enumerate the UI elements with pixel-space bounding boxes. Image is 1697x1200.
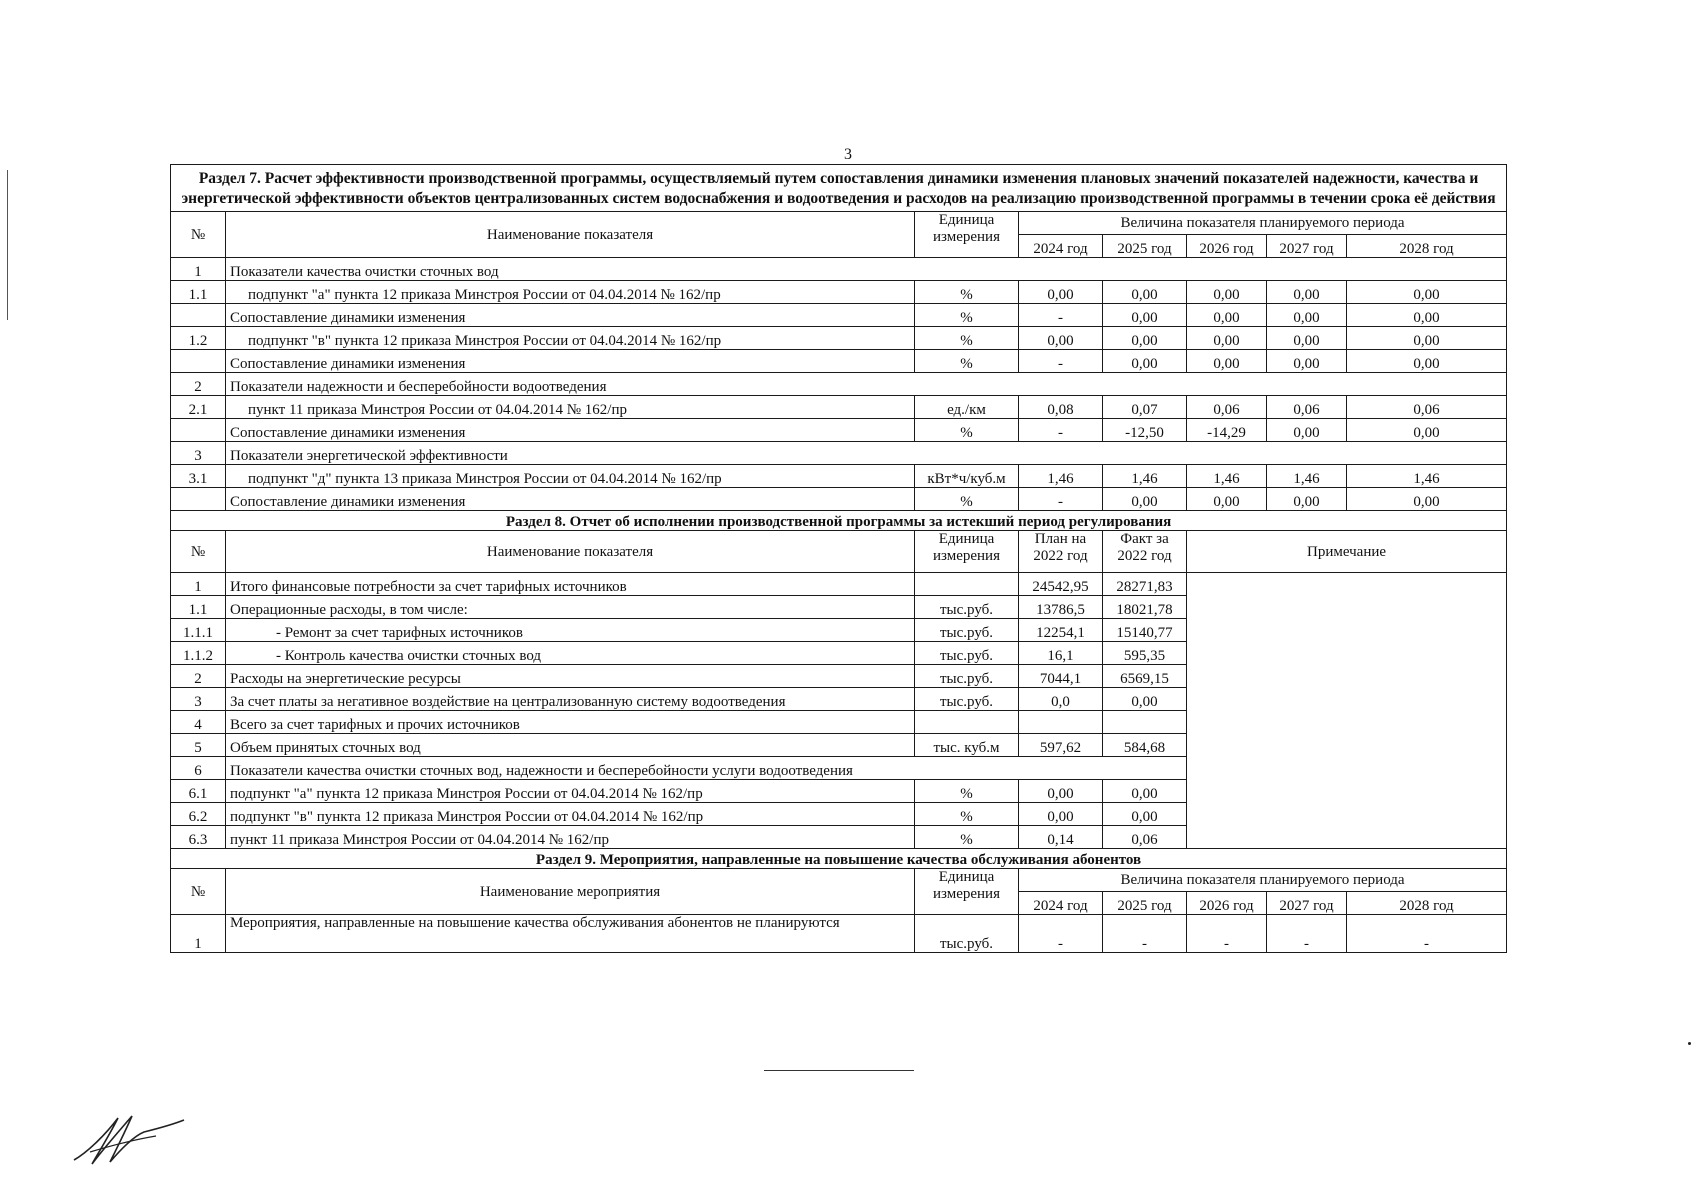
row-number: 6 [171, 757, 226, 780]
table-row [171, 915, 1507, 953]
row-number [171, 488, 226, 511]
table-row [171, 465, 1507, 488]
row-name: Сопоставление динамики изменения [226, 304, 915, 327]
row-value: 0,00 [1347, 350, 1507, 373]
row-value: 0,00 [1103, 327, 1187, 350]
row-value: 0,00 [1187, 350, 1267, 373]
row-number: 6.1 [171, 780, 226, 803]
row-plan: 0,0 [1019, 688, 1103, 711]
row-value: -14,29 [1187, 419, 1267, 442]
row-plan: 0,00 [1019, 803, 1103, 826]
row-fact: 595,35 [1103, 642, 1187, 665]
section8-col-unit: Единица измерения [915, 531, 1019, 573]
report-table [170, 164, 1507, 953]
table-row [171, 281, 1507, 304]
scan-margin-mark [7, 170, 8, 320]
row-value: 0,00 [1019, 327, 1103, 350]
row-value: - [1267, 915, 1347, 953]
row-number: 1 [171, 915, 226, 953]
row-unit [915, 711, 1019, 734]
row-plan [1019, 711, 1103, 734]
section9-year: 2024 год [1019, 892, 1103, 915]
row-value: 0,00 [1347, 304, 1507, 327]
row-number: 1.1.1 [171, 619, 226, 642]
row-name: За счет платы за негативное воздействие на централизованную систему водоотведения [226, 688, 915, 711]
row-unit: ед./км [915, 396, 1019, 419]
row-number: 1 [171, 573, 226, 596]
section7-year: 2025 год [1103, 235, 1187, 258]
row-plan: 7044,1 [1019, 665, 1103, 688]
row-value: 1,46 [1267, 465, 1347, 488]
row-number [171, 419, 226, 442]
row-value: - [1187, 915, 1267, 953]
row-number [171, 350, 226, 373]
section9-col-no: № [171, 869, 226, 915]
row-unit: % [915, 327, 1019, 350]
table-row [171, 396, 1507, 419]
section8-title-row [171, 511, 1507, 531]
row-number: 4 [171, 711, 226, 734]
row-plan: 597,62 [1019, 734, 1103, 757]
row-name: Всего за счет тарифных и прочих источников [226, 711, 915, 734]
row-fact [1103, 711, 1187, 734]
row-value: 0,00 [1267, 350, 1347, 373]
row-plan: 0,00 [1019, 780, 1103, 803]
row-plan: 16,1 [1019, 642, 1103, 665]
row-number: 6.3 [171, 826, 226, 849]
row-unit: % [915, 419, 1019, 442]
document-table-container [170, 164, 1506, 953]
row-number [171, 304, 226, 327]
row-fact: 28271,83 [1103, 573, 1187, 596]
section9-col-name: Наименование мероприятия [226, 869, 915, 915]
row-value: 0,00 [1019, 281, 1103, 304]
section9-title: Раздел 9. Мероприятия, направленные на повышение качества обслуживания абонентов [171, 849, 1507, 869]
row-unit: тыс.руб. [915, 688, 1019, 711]
section9-header-row-1 [171, 869, 1507, 892]
row-unit: % [915, 826, 1019, 849]
row-value: 0,08 [1019, 396, 1103, 419]
row-number: 1.1 [171, 596, 226, 619]
section7-year: 2024 год [1019, 235, 1103, 258]
row-value: 0,06 [1347, 396, 1507, 419]
row-value: - [1347, 915, 1507, 953]
section7-year: 2028 год [1347, 235, 1507, 258]
section8-col-fact: Факт за 2022 год [1103, 531, 1187, 573]
row-plan: 24542,95 [1019, 573, 1103, 596]
row-value: 0,00 [1267, 419, 1347, 442]
section9-col-period: Величина показателя планируемого периода [1019, 869, 1507, 892]
row-value: - [1019, 304, 1103, 327]
section7-year: 2026 год [1187, 235, 1267, 258]
row-name: подпункт "д" пункта 13 приказа Минстроя России от 04.04.2014 № 162/пр [226, 465, 915, 488]
row-plan: 0,14 [1019, 826, 1103, 849]
section9-year: 2028 год [1347, 892, 1507, 915]
row-value: 0,00 [1267, 304, 1347, 327]
section7-col-period: Величина показателя планируемого периода [1019, 212, 1507, 235]
row-value: 1,46 [1019, 465, 1103, 488]
section8-col-name: Наименование показателя [226, 531, 915, 573]
row-value: 0,00 [1347, 327, 1507, 350]
row-value: 0,00 [1347, 419, 1507, 442]
row-name: Показатели энергетической эффективности [226, 442, 1507, 465]
row-name: Итого финансовые потребности за счет тарифных источников [226, 573, 915, 596]
row-value: 0,00 [1187, 281, 1267, 304]
row-unit: % [915, 350, 1019, 373]
row-fact: 0,00 [1103, 803, 1187, 826]
row-number: 1 [171, 258, 226, 281]
row-value: 1,46 [1103, 465, 1187, 488]
row-value: 0,00 [1103, 281, 1187, 304]
section7-header-row-1 [171, 212, 1507, 235]
row-value: 0,07 [1103, 396, 1187, 419]
row-name: Сопоставление динамики изменения [226, 350, 915, 373]
row-number: 1.1.2 [171, 642, 226, 665]
section8-col-plan: План на 2022 год [1019, 531, 1103, 573]
section9-year: 2027 год [1267, 892, 1347, 915]
section8-title: Раздел 8. Отчет об исполнении производственной программы за истекший период регулирования [171, 511, 1507, 531]
row-fact: 0,00 [1103, 688, 1187, 711]
row-fact: 0,06 [1103, 826, 1187, 849]
row-number: 2 [171, 665, 226, 688]
row-value: - [1019, 915, 1103, 953]
row-value: 0,00 [1187, 327, 1267, 350]
table-row [171, 258, 1507, 281]
section7-title-row [171, 165, 1507, 212]
row-name: Объем принятых сточных вод [226, 734, 915, 757]
section8-col-no: № [171, 531, 226, 573]
section8-header-row [171, 531, 1507, 573]
row-unit: % [915, 780, 1019, 803]
row-unit: кВт*ч/куб.м [915, 465, 1019, 488]
row-value: 0,06 [1187, 396, 1267, 419]
table-row [171, 327, 1507, 350]
row-name: - Контроль качества очистки сточных вод [226, 642, 915, 665]
row-value: 0,00 [1187, 488, 1267, 511]
table-row [171, 442, 1507, 465]
row-value: 0,00 [1103, 350, 1187, 373]
section8-note-cell [1187, 573, 1507, 849]
row-unit: тыс.руб. [915, 596, 1019, 619]
row-name: - Ремонт за счет тарифных источников [226, 619, 915, 642]
row-fact: 0,00 [1103, 780, 1187, 803]
row-unit: тыс.руб. [915, 665, 1019, 688]
section7-col-name: Наименование показателя [226, 212, 915, 258]
table-row [171, 304, 1507, 327]
section9-title-row [171, 849, 1507, 869]
table-row [171, 573, 1507, 596]
row-number: 3.1 [171, 465, 226, 488]
row-value: 1,46 [1187, 465, 1267, 488]
row-fact: 6569,15 [1103, 665, 1187, 688]
table-row [171, 419, 1507, 442]
row-unit: % [915, 281, 1019, 304]
row-fact: 18021,78 [1103, 596, 1187, 619]
row-number: 1.2 [171, 327, 226, 350]
row-name: Сопоставление динамики изменения [226, 419, 915, 442]
row-unit [915, 573, 1019, 596]
row-number: 2.1 [171, 396, 226, 419]
row-name: пункт 11 приказа Минстроя России от 04.04.2014 № 162/пр [226, 396, 915, 419]
row-unit: тыс.руб. [915, 619, 1019, 642]
section7-title: Раздел 7. Расчет эффективности производственной программы, осуществляемый путем сопоставления динамики изменения плановых значений показателей надежности, качества и энергетической эффективности объектов централизованных систем водоснабжения и водоотведения и расходов на реализацию производственной программы в течении срока её действия [171, 165, 1507, 212]
row-name: Операционные расходы, в том числе: [226, 596, 915, 619]
row-value: -12,50 [1103, 419, 1187, 442]
row-value: - [1019, 350, 1103, 373]
row-name: подпункт "в" пункта 12 приказа Минстроя России от 04.04.2014 № 162/пр [226, 803, 915, 826]
row-name: Расходы на энергетические ресурсы [226, 665, 915, 688]
row-value: - [1019, 419, 1103, 442]
row-name: подпункт "а" пункта 12 приказа Минстроя России от 04.04.2014 № 162/пр [226, 780, 915, 803]
row-number: 5 [171, 734, 226, 757]
section7-col-unit: Единица измерения [915, 212, 1019, 258]
row-value: 0,00 [1267, 488, 1347, 511]
row-number: 2 [171, 373, 226, 396]
table-row [171, 488, 1507, 511]
row-value: 0,00 [1187, 304, 1267, 327]
row-unit: тыс. куб.м [915, 734, 1019, 757]
table-row [171, 350, 1507, 373]
row-name: подпункт "в" пункта 12 приказа Минстроя России от 04.04.2014 № 162/пр [226, 327, 915, 350]
row-number: 3 [171, 442, 226, 465]
row-plan: 13786,5 [1019, 596, 1103, 619]
row-value: 0,00 [1267, 327, 1347, 350]
row-value: 0,00 [1103, 304, 1187, 327]
row-name: Показатели качества очистки сточных вод, надежности и бесперебойности услуги водоотведения [226, 757, 1187, 780]
scan-speck [1688, 1042, 1691, 1045]
section9-col-unit: Единица измерения [915, 869, 1019, 915]
row-fact: 584,68 [1103, 734, 1187, 757]
page-number: 3 [844, 146, 852, 163]
row-value: 0,00 [1103, 488, 1187, 511]
row-value: 0,00 [1267, 281, 1347, 304]
row-number: 3 [171, 688, 226, 711]
row-value: - [1103, 915, 1187, 953]
section9-year: 2025 год [1103, 892, 1187, 915]
section7-col-no: № [171, 212, 226, 258]
row-fact: 15140,77 [1103, 619, 1187, 642]
closing-rule [764, 1070, 914, 1071]
row-name: пункт 11 приказа Минстроя России от 04.04.2014 № 162/пр [226, 826, 915, 849]
row-value: 0,06 [1267, 396, 1347, 419]
row-unit: % [915, 803, 1019, 826]
row-unit: % [915, 488, 1019, 511]
row-unit: тыс.руб. [915, 915, 1019, 953]
row-unit: % [915, 304, 1019, 327]
row-number: 1.1 [171, 281, 226, 304]
section9-year: 2026 год [1187, 892, 1267, 915]
row-name: Сопоставление динамики изменения [226, 488, 915, 511]
row-unit: тыс.руб. [915, 642, 1019, 665]
section8-col-note: Примечание [1187, 531, 1507, 573]
row-name: Показатели надежности и бесперебойности водоотведения [226, 373, 1507, 396]
row-name: Мероприятия, направленные на повышение качества обслуживания абонентов не планируются [226, 915, 915, 953]
row-value: 1,46 [1347, 465, 1507, 488]
row-plan: 12254,1 [1019, 619, 1103, 642]
row-number: 6.2 [171, 803, 226, 826]
section7-year: 2027 год [1267, 235, 1347, 258]
row-value: 0,00 [1347, 281, 1507, 304]
row-value: 0,00 [1347, 488, 1507, 511]
signature [70, 1108, 190, 1170]
row-name: Показатели качества очистки сточных вод [226, 258, 1507, 281]
row-value: - [1019, 488, 1103, 511]
row-name: подпункт "а" пункта 12 приказа Минстроя России от 04.04.2014 № 162/пр [226, 281, 915, 304]
table-row [171, 373, 1507, 396]
